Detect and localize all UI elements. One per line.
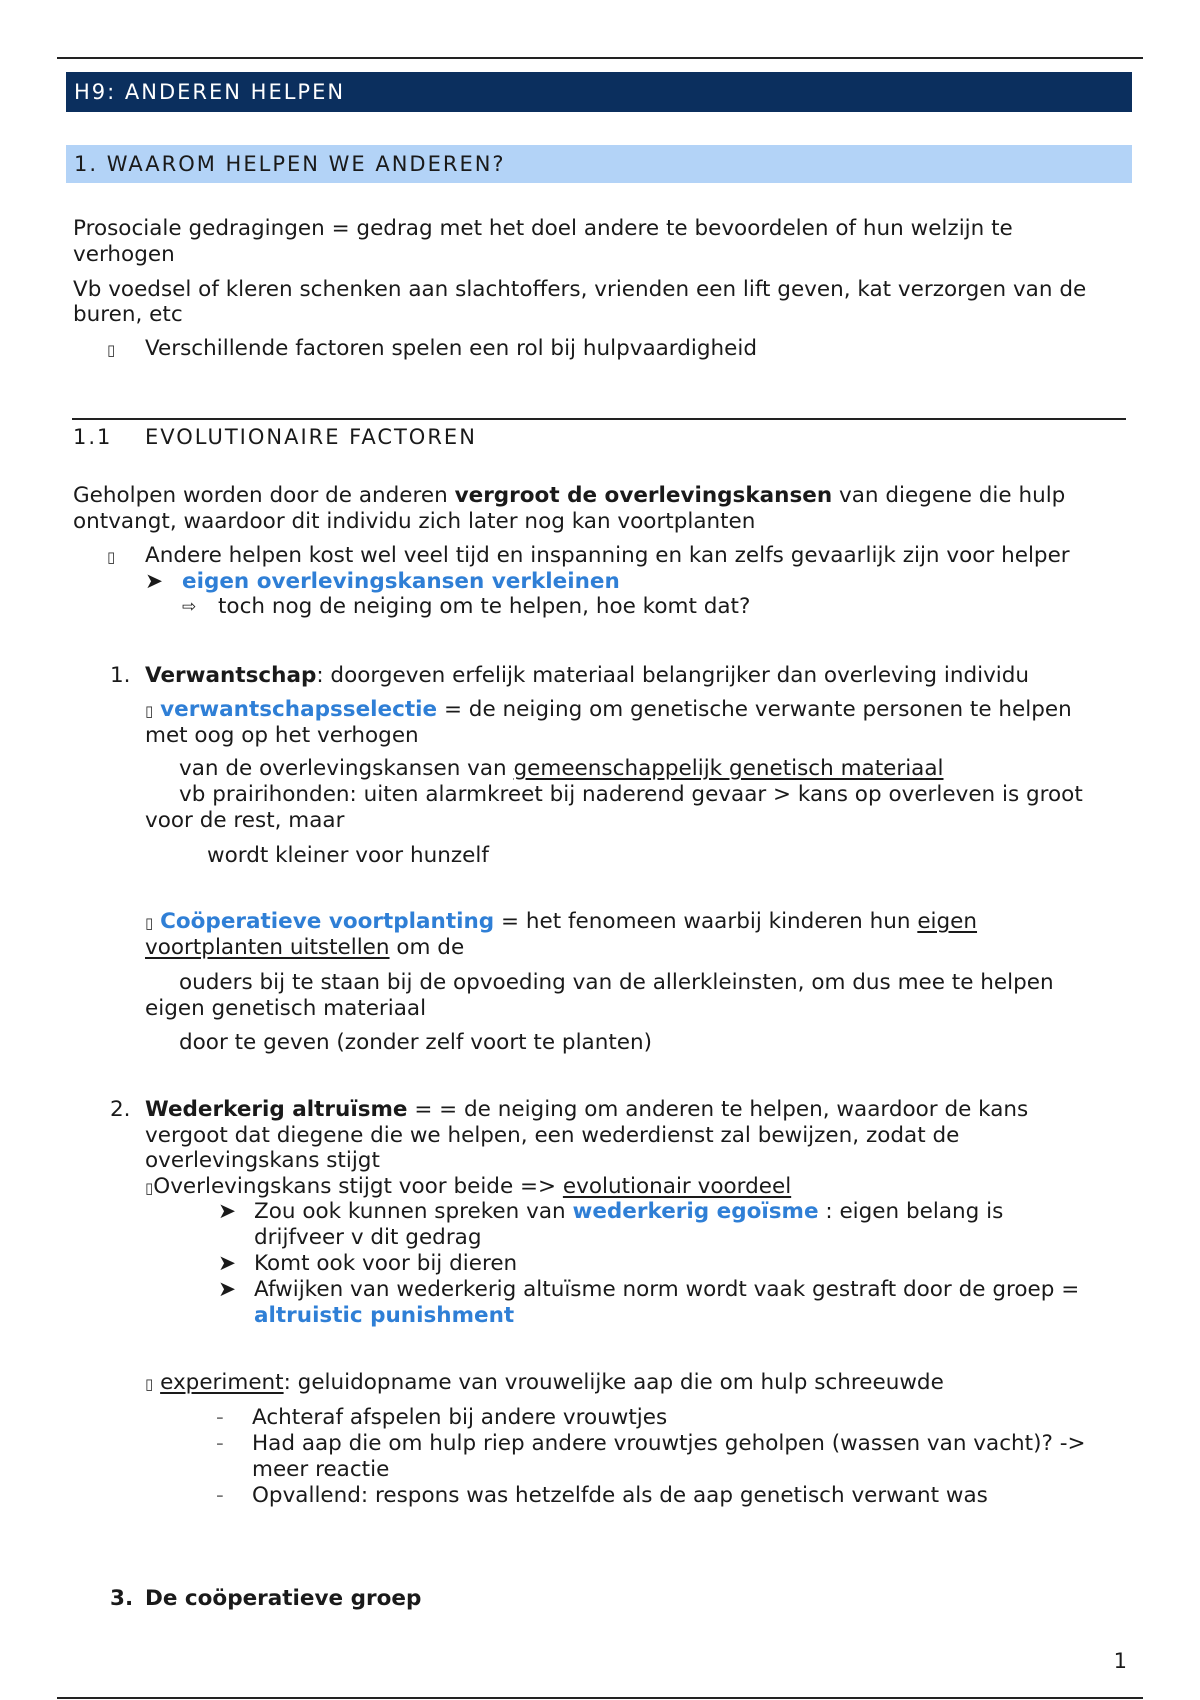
cooperatieve-voortplanting-line-2: voortplanten uitstellen om de	[145, 935, 465, 960]
experiment-item-1: Achteraf afspelen bij andere vrouwtjes	[252, 1405, 668, 1430]
verwantschapsselectie-line-1: ▯ verwantschapsselectie = de neiging om genetische verwante personen te helpen	[145, 697, 1072, 722]
egoisme-line-1: Zou ook kunnen spreken van wederkerig egoïsme : eigen belang is	[254, 1199, 1004, 1224]
altruisme-line-3: overlevingskans stijgt	[145, 1148, 380, 1173]
evol-line-2: ontvangt, waardoor dit individu zich later nog kan voortplanten	[73, 509, 756, 534]
cooperatieve-voortplanting-line-4: eigen genetisch materiaal	[145, 996, 427, 1021]
section-heading: 1. WAAROM HELPEN WE ANDEREN?	[66, 145, 1132, 183]
arrow-bullet-icon: ➤	[218, 1277, 237, 1302]
dash-icon: -	[216, 1431, 224, 1456]
item-verwantschap: Verwantschap: doorgeven erfelijk materiaal belangrijker dan overleving individu	[145, 663, 1030, 688]
bullet-box-icon: ▯	[107, 548, 116, 566]
experiment-item-2b: meer reactie	[252, 1457, 390, 1482]
cooperatieve-voortplanting-line-1: ▯ Coöperatieve voortplanting = het fenomeen waarbij kinderen hun eigen	[145, 909, 978, 934]
example-line-2: buren, etc	[73, 302, 183, 327]
experiment-item-3: Opvallend: respons was hetzelfde als de aap genetisch verwant was	[252, 1483, 988, 1508]
subsection-rule	[72, 418, 1126, 420]
dash-icon: -	[216, 1405, 224, 1430]
dieren-line: Komt ook voor bij dieren	[254, 1251, 518, 1276]
bottom-rule	[57, 1697, 1143, 1699]
arrow-bullet-icon: ➤	[145, 569, 164, 594]
punishment-line-1: Afwijken van wederkerig altuïsme norm wordt vaak gestraft door de groep =	[254, 1277, 1080, 1302]
example-line-1: Vb voedsel of kleren schenken aan slachtoffers, vrienden een lift geven, kat verzorgen van de	[73, 277, 1087, 302]
item-cooperatieve-groep: De coöperatieve groep	[145, 1586, 422, 1611]
egoisme-line-2: drijfveer v dit gedrag	[254, 1225, 482, 1250]
bullet-factors: Verschillende factoren spelen een rol bij hulpvaardigheid	[145, 336, 758, 361]
item-number-3: 3.	[110, 1586, 134, 1611]
verwantschapsselectie-line-3: van de overlevingskansen van gemeenschappelijk genetisch materiaal	[179, 756, 944, 781]
item-wederkerig-altruisme: Wederkerig altruïsme = = de neiging om anderen te helpen, waardoor de kans	[145, 1097, 1029, 1122]
bullet-box-icon: ▯	[107, 341, 116, 359]
subsection-number: 1.1	[73, 425, 113, 449]
experiment-line: ▯ experiment: geluidopname van vrouwelijke aap die om hulp schreeuwde	[145, 1370, 944, 1395]
cooperatieve-voortplanting-line-3: ouders bij te staan bij de opvoeding van de allerkleinsten, om dus mee te helpen	[179, 970, 1054, 995]
chapter-heading: H9: ANDEREN HELPEN	[66, 72, 1132, 112]
arrow-bullet-icon: ➤	[218, 1251, 237, 1276]
page-number: 1	[1113, 1649, 1127, 1673]
experiment-item-2: Had aap die om hulp riep andere vrouwtjes geholpen (wassen van vacht)? ->	[252, 1431, 1086, 1456]
evol-bullet-cost: Andere helpen kost wel veel tijd en inspanning en kan zelfs gevaarlijk zijn voor helper	[145, 543, 1070, 568]
prairihonden-line-1: vb prairihonden: uiten alarmkreet bij naderend gevaar > kans op overleven is groot	[179, 782, 1083, 807]
evol-question: toch nog de neiging om te helpen, hoe komt dat?	[218, 594, 751, 619]
term-altruistic-punishment: altruistic punishment	[254, 1303, 515, 1328]
item-number-2: 2.	[110, 1097, 131, 1122]
intro-line-1: Prosociale gedragingen = gedrag met het doel andere te bevoordelen of hun welzijn te	[73, 216, 1013, 241]
intro-line-2: verhogen	[73, 242, 175, 267]
subsection-heading	[73, 423, 477, 451]
arrow-bullet-icon: ➤	[218, 1199, 237, 1224]
item-number-1: 1.	[110, 663, 131, 688]
prairihonden-line-3: wordt kleiner voor hunzelf	[207, 843, 489, 868]
verwantschapsselectie-line-2: met oog op het verhogen	[145, 723, 419, 748]
term-eigen-overlevingskansen: eigen overlevingskansen verkleinen	[182, 569, 620, 594]
altruisme-line-4: ▯Overlevingskans stijgt voor beide => evolutionair voordeel	[145, 1174, 792, 1199]
evol-line-1: Geholpen worden door de anderen vergroot de overlevingskansen van diegene die hulp	[73, 483, 1066, 508]
arrow-right-icon: ⇨	[182, 597, 197, 617]
top-rule	[57, 57, 1143, 59]
subsection-title: EVOLUTIONAIRE FACTOREN	[145, 425, 477, 449]
prairihonden-line-2: voor de rest, maar	[145, 808, 345, 833]
cooperatieve-voortplanting-line-5: door te geven (zonder zelf voort te planten)	[179, 1030, 653, 1055]
altruisme-line-2: vergoot dat diegene die we helpen, een wederdienst zal bewijzen, zodat de	[145, 1123, 960, 1148]
dash-icon: -	[216, 1483, 224, 1508]
